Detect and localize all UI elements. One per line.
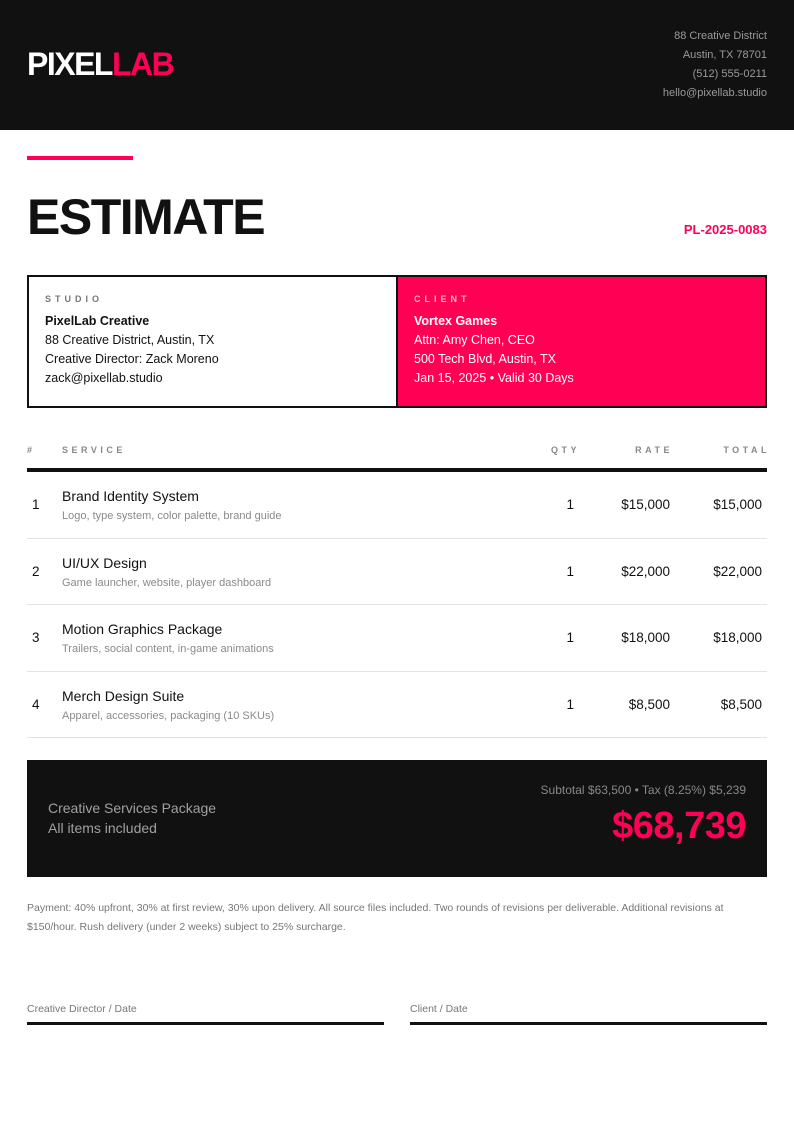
service-description: Apparel, accessories, packaging (10 SKUs) [62,709,275,722]
table-row [27,605,767,672]
subtotal-tax-breakdown: Subtotal $63,500 • Tax (8.25%) $5,239 [540,783,746,797]
services-table [27,440,770,738]
payment-terms: Payment: 40% upfront, 30% at first review, 30% upon delivery. All source files included. Two rounds of revisions per deliverable. Additional revisions at $150/hour. Rush delivery (under 2 weeks) subject to 25% surcharge. [27,902,724,933]
header-num: # [27,445,36,455]
document-number: PL-2025-0083 [683,222,767,237]
service-description: Trailers, social content, in-game animations [62,643,274,656]
studio-panel [29,277,398,406]
totals [541,782,746,849]
row-service [62,686,517,723]
signature-line [27,1022,384,1025]
table-row [27,539,767,606]
header-service: SERVICE [62,445,126,455]
service-name: Brand Identity System [62,488,199,505]
signature-label: Creative Director / Date [27,1003,137,1015]
row-service [62,553,517,590]
page-header [0,0,794,130]
header-rate: RATE [635,445,673,455]
row-num: 3 [32,630,40,646]
row-num: 4 [32,696,40,712]
parties-block [27,275,767,408]
row-rate: $8,500 [628,696,670,712]
grand-total: $68,739 [612,805,746,847]
service-name: Motion Graphics Package [62,621,223,638]
table-row [27,672,767,739]
package-note: All items included [48,820,157,836]
studio-name: PixelLab Creative [45,314,150,328]
logo-text-pixel: PIXEL [27,46,112,82]
row-qty: 1 [566,497,574,513]
service-description: Logo, type system, color palette, brand guide [62,510,282,523]
service-name: Merch Design Suite [62,687,185,704]
contact-email: hello@pixellab.studio [662,87,767,99]
row-qty: 1 [566,696,574,712]
studio-label: STUDIO [45,294,104,304]
table-header [27,440,770,472]
contact-address-line2: Austin, TX 78701 [682,49,767,61]
contact-address-line1: 88 Creative District [674,30,767,42]
estimate-date-validity: Jan 15, 2025 • Valid 30 Days [414,371,574,385]
client-label: CLIENT [414,294,471,304]
row-qty: 1 [566,563,574,579]
signature-creative-director [27,1002,384,1025]
row-qty: 1 [566,630,574,646]
total-summary [27,760,767,877]
row-total: $8,500 [720,696,762,712]
studio-address: 88 Creative District, Austin, TX [45,333,215,347]
package-name: Creative Services Package [48,800,217,816]
row-service [62,486,517,523]
row-num: 1 [32,497,40,513]
signature-label: Client / Date [410,1003,468,1015]
client-panel [398,277,765,406]
logo-text-lab: LAB [111,46,174,82]
signature-line [410,1022,767,1025]
package-info [48,798,216,838]
row-rate: $18,000 [621,630,670,646]
header-qty: QTY [550,445,580,455]
service-description: Game launcher, website, player dashboard [62,576,272,589]
contact-phone: (512) 555-0211 [692,68,767,80]
studio-director: Creative Director: Zack Moreno [45,352,219,366]
logo [27,44,173,84]
studio-email: zack@pixellab.studio [45,371,163,385]
row-num: 2 [32,563,40,579]
client-address: 500 Tech Blvd, Austin, TX [414,352,556,366]
row-total: $15,000 [713,497,762,513]
service-name: UI/UX Design [62,554,147,571]
row-rate: $15,000 [621,497,670,513]
row-total: $22,000 [713,563,762,579]
document-title: ESTIMATE [27,189,265,245]
table-row [27,472,767,539]
signature-client [410,1002,767,1025]
client-name: Vortex Games [414,314,498,328]
studio-contact [663,27,767,103]
row-service [62,619,517,656]
accent-divider [27,156,133,160]
client-attention: Attn: Amy Chen, CEO [414,333,535,347]
row-total: $18,000 [713,630,762,646]
row-rate: $22,000 [621,563,670,579]
header-total: TOTAL [723,445,770,455]
